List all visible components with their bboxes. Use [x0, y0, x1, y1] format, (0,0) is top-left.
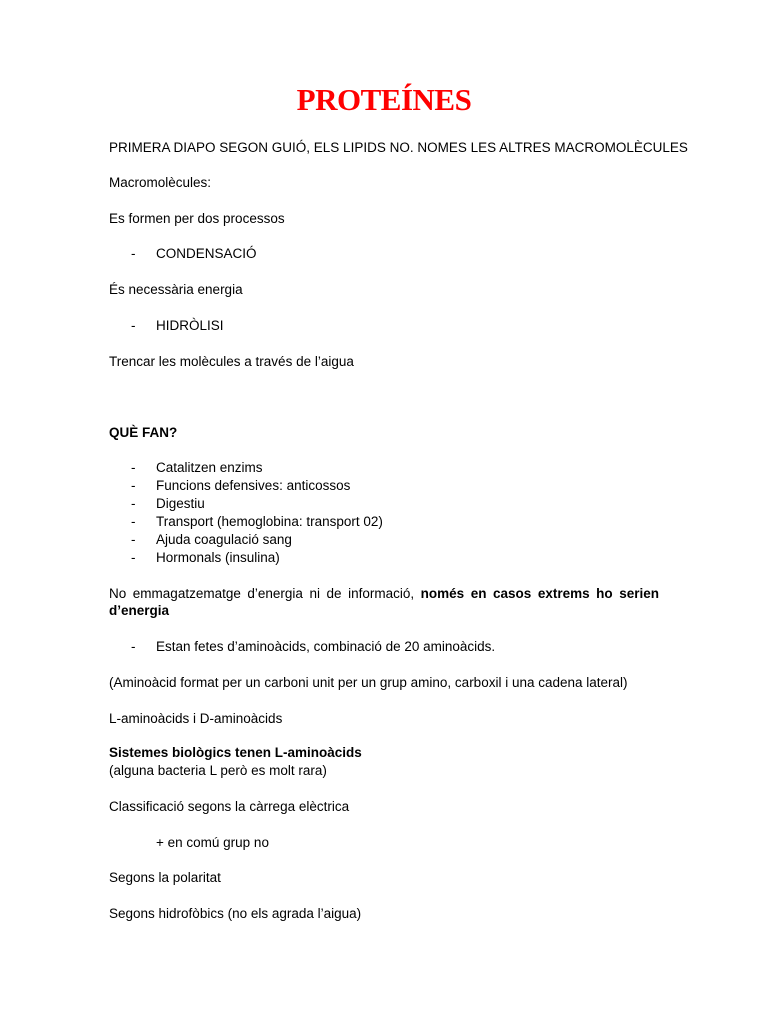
isomers-line: L-aminoàcids i D-aminoàcids: [109, 711, 283, 726]
bullet-dash: -: [131, 532, 136, 547]
bullet-dash: -: [131, 550, 136, 565]
function-item: Digestiu: [156, 496, 205, 511]
function-item: Ajuda coagulació sang: [156, 532, 292, 547]
storage-line: [109, 585, 659, 603]
bio-note-line: (alguna bacteria L però es molt rara): [109, 763, 327, 778]
document-title: PROTEÍNES: [296, 82, 472, 117]
process-hydrolysis: HIDRÒLISI: [156, 318, 224, 333]
charge-note: + en comú grup no: [156, 835, 269, 850]
condensation-note: És necessària energia: [109, 282, 243, 297]
bullet-dash: -: [131, 460, 136, 475]
bullet-dash: -: [131, 496, 136, 511]
polarity-line: Segons la polaritat: [109, 870, 221, 885]
amino-definition: (Aminoàcid format per un carboni unit per un grup amino, carboxil i una cadena lateral): [109, 675, 628, 690]
hydrophobic-line: Segons hidrofòbics (no els agrada l’aigua): [109, 906, 362, 921]
function-item: Catalitzen enzims: [156, 460, 263, 475]
bio-systems-line: Sistemes biològics tenen L-aminoàcids: [109, 745, 362, 760]
process-condensation: CONDENSACIÓ: [156, 246, 257, 261]
intro-line: PRIMERA DIAPO SEGON GUIÓ, ELS LIPIDS NO. NOMES LES ALTRES MACROMOLÈCULES: [109, 140, 688, 155]
bullet-dash: -: [131, 246, 136, 261]
function-item: Transport (hemoglobina: transport 02): [156, 514, 383, 529]
storage-plain-text: No emmagatzematge d’energia ni de informació,: [109, 586, 415, 601]
macro-heading: Macromolècules:: [109, 175, 212, 190]
classification-line: Classificació segons la càrrega elèctrica: [109, 799, 350, 814]
bullet-dash: -: [131, 514, 136, 529]
bullet-dash: -: [131, 318, 136, 333]
function-item: Funcions defensives: anticossos: [156, 478, 351, 493]
amino-bullet: Estan fetes d’aminoàcids, combinació de 20 aminoàcids.: [156, 639, 496, 654]
processes-intro: Es formen per dos processos: [109, 211, 285, 226]
hydrolysis-note: Trencar les molècules a través de l’aigua: [109, 354, 354, 369]
storage-bold-text: només en casos extrems ho serien: [420, 586, 659, 601]
function-item: Hormonals (insulina): [156, 550, 280, 565]
functions-heading: QUÈ FAN?: [109, 425, 178, 440]
bullet-dash: -: [131, 478, 136, 493]
bullet-dash: -: [131, 639, 136, 654]
storage-bold-continuation: d’energia: [109, 603, 170, 618]
